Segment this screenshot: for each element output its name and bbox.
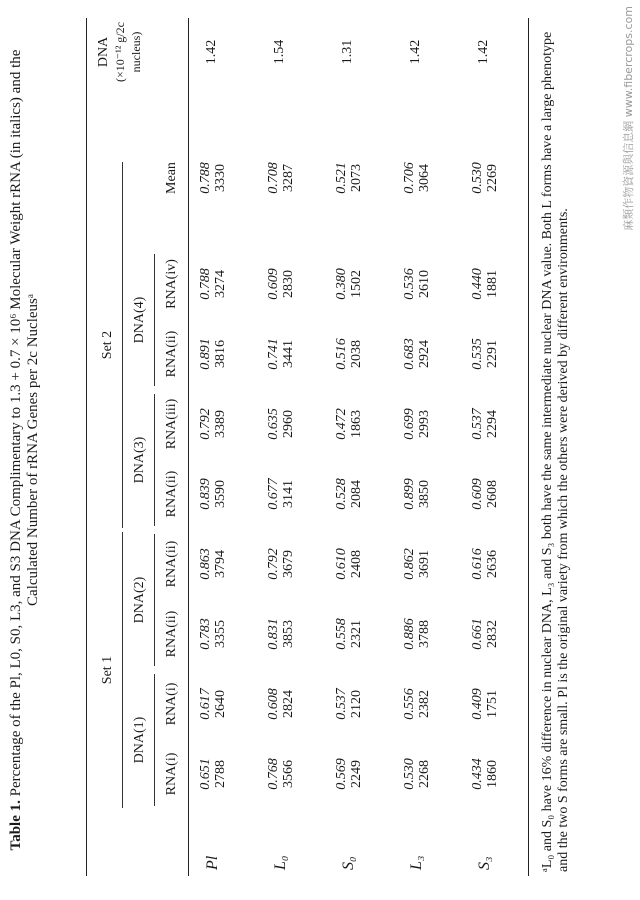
rrna-fraction: 0.409	[470, 688, 485, 720]
caption-label: Table 1.	[8, 800, 24, 851]
table-caption	[8, 40, 42, 860]
col-header-7: RNA(ii)	[164, 330, 179, 378]
row-label-l0: L₀	[272, 855, 289, 870]
table-cell-mean	[334, 146, 364, 210]
table-cell	[470, 462, 500, 526]
rrna-fraction: 0.839	[198, 478, 213, 510]
gene-count: 2408	[349, 550, 364, 578]
table-cell	[470, 392, 500, 456]
table-cell	[334, 462, 364, 526]
gene-count: 2321	[349, 620, 364, 648]
gene-count: 3794	[213, 550, 228, 578]
table-cell	[198, 252, 228, 316]
table-cell-mean	[402, 146, 432, 210]
dna-value: 1.31	[340, 39, 355, 65]
table-cell	[402, 252, 432, 316]
caption-text: Percentage of the Pl, L0, S0, L3, and S3 DNA Complimentary to 1.3 + 0.7 × 10⁶ Molecular Weight rRNA (in italics) and the Calculated Number of rRNA Genes per 2c Nucleusᵃ	[8, 49, 41, 797]
table-cell	[266, 462, 296, 526]
set2-header: Set 2	[100, 330, 115, 360]
rrna-fraction: 0.521	[334, 162, 349, 194]
gene-count: 1863	[349, 410, 364, 438]
col-header-2: RNA(i)	[164, 682, 179, 726]
rrna-fraction: 0.380	[334, 268, 349, 300]
gene-count: 2291	[485, 340, 500, 368]
rrna-fraction: 0.537	[470, 408, 485, 440]
gene-count: 3141	[281, 480, 296, 508]
gene-count: 2608	[485, 480, 500, 508]
table-cell	[334, 532, 364, 596]
rrna-fraction: 0.558	[334, 618, 349, 650]
dna-value: 1.42	[408, 39, 423, 65]
dna-value-header-line3: nucleus)	[129, 31, 143, 73]
rrna-fraction: 0.610	[334, 548, 349, 580]
gene-count: 1881	[485, 270, 500, 298]
table-cell-mean	[470, 146, 500, 210]
table-cell	[198, 322, 228, 386]
table-cell	[334, 742, 364, 806]
row-label-pl: Pl	[204, 855, 221, 870]
dna2-header: DNA(2)	[132, 576, 147, 624]
rrna-fraction: 0.617	[198, 688, 213, 720]
rrna-fraction: 0.472	[334, 408, 349, 440]
table-cell	[198, 392, 228, 456]
rrna-fraction: 0.699	[402, 408, 417, 440]
gene-count: 2924	[417, 340, 432, 368]
set1-rule	[122, 532, 123, 808]
gene-count: 2249	[349, 760, 364, 788]
table-footnote: ᵃL₀ and S₀ have 16% difference in nuclear DNA, L₃ and S₃ both have the same intermediate nuclear DNA value. Both L forms have a large phenotype and the two S forms are small. Pl is the original variety from which the others were derived by different environments.	[540, 31, 571, 872]
gene-count: 1751	[485, 690, 500, 718]
rrna-fraction: 0.440	[470, 268, 485, 300]
gene-count: 2038	[349, 340, 364, 368]
dna3-rule	[154, 394, 155, 526]
gene-count: 2830	[281, 270, 296, 298]
table-cell	[266, 532, 296, 596]
col-header-6: RNA(iii)	[164, 398, 179, 450]
rrna-fraction: 0.862	[402, 548, 417, 580]
rrna-fraction: 0.788	[198, 268, 213, 300]
dna-value: 1.42	[204, 39, 219, 65]
col-header-4: RNA(ii)	[164, 540, 179, 588]
gene-count: 2269	[485, 164, 500, 192]
col-header-8: RNA(iv)	[164, 259, 179, 309]
gene-count: 3853	[281, 620, 296, 648]
rrna-fraction: 0.609	[266, 268, 281, 300]
dna4-header: DNA(4)	[132, 296, 147, 344]
rrna-fraction: 0.768	[266, 758, 281, 790]
table-cell	[198, 672, 228, 736]
table-cell	[402, 602, 432, 666]
table-cell	[334, 322, 364, 386]
rrna-fraction: 0.516	[334, 338, 349, 370]
table-cell	[198, 742, 228, 806]
set2-rule	[122, 162, 123, 528]
gene-count: 2640	[213, 690, 228, 718]
gene-count: 3441	[281, 340, 296, 368]
gene-count: 2382	[417, 690, 432, 718]
rrna-fraction: 0.706	[402, 162, 417, 194]
gene-count: 2636	[485, 550, 500, 578]
rrna-fraction: 0.792	[266, 548, 281, 580]
table-cell	[266, 742, 296, 806]
watermark: 麻類作物資源與信息網 www.fibercrops.com	[622, 6, 635, 231]
gene-count: 3590	[213, 480, 228, 508]
dna3-header: DNA(3)	[132, 436, 147, 484]
gene-count: 3355	[213, 620, 228, 648]
table-cell-mean	[198, 146, 228, 210]
gene-count: 3274	[213, 270, 228, 298]
dna-value-header-line1: DNA	[96, 36, 111, 68]
col-header-1: RNA(i)	[164, 752, 179, 796]
gene-count: 3788	[417, 620, 432, 648]
table-cell	[266, 392, 296, 456]
gene-count: 2832	[485, 620, 500, 648]
table-cell	[266, 252, 296, 316]
dna-value: 1.54	[272, 39, 287, 65]
row-label-s3: S₃	[476, 856, 493, 870]
rrna-fraction: 0.608	[266, 688, 281, 720]
gene-count: 3566	[281, 760, 296, 788]
table-cell	[334, 252, 364, 316]
rrna-fraction: 0.886	[402, 618, 417, 650]
gene-count: 2073	[349, 164, 364, 192]
gene-count: 2993	[417, 410, 432, 438]
table-cell	[470, 742, 500, 806]
row-label-l3: L₃	[408, 855, 425, 870]
col-header-5: RNA(ii)	[164, 470, 179, 518]
dna4-rule	[154, 254, 155, 386]
gene-count: 2610	[417, 270, 432, 298]
table-cell	[334, 602, 364, 666]
gene-count: 3679	[281, 550, 296, 578]
gene-count: 1502	[349, 270, 364, 298]
gene-count: 3287	[281, 164, 296, 192]
dna-value: 1.42	[476, 39, 491, 65]
rrna-fraction: 0.536	[402, 268, 417, 300]
rrna-fraction: 0.741	[266, 338, 281, 370]
table-cell	[266, 322, 296, 386]
rrna-fraction: 0.535	[470, 338, 485, 370]
rrna-fraction: 0.831	[266, 618, 281, 650]
rrna-fraction: 0.569	[334, 758, 349, 790]
rrna-fraction: 0.609	[470, 478, 485, 510]
table-cell	[198, 462, 228, 526]
table-cell	[402, 392, 432, 456]
table-cell	[402, 672, 432, 736]
col-header-3: RNA(ii)	[164, 610, 179, 658]
rrna-fraction: 0.899	[402, 478, 417, 510]
gene-count: 1860	[485, 760, 500, 788]
set1-header: Set 1	[100, 655, 115, 685]
dna1-rule	[154, 674, 155, 806]
gene-count: 2268	[417, 760, 432, 788]
rrna-fraction: 0.635	[266, 408, 281, 440]
rrna-fraction: 0.891	[198, 338, 213, 370]
dna1-header: DNA(1)	[132, 716, 147, 764]
top-rule	[86, 18, 87, 876]
rrna-fraction: 0.863	[198, 548, 213, 580]
dna2-rule	[154, 534, 155, 666]
table-cell	[334, 392, 364, 456]
row-label-s0: S₀	[340, 856, 357, 870]
bottom-rule	[528, 18, 529, 876]
gene-count: 2824	[281, 690, 296, 718]
rrna-fraction: 0.677	[266, 478, 281, 510]
table-cell	[402, 532, 432, 596]
rrna-fraction: 0.434	[470, 758, 485, 790]
rrna-fraction: 0.537	[334, 688, 349, 720]
table-cell	[266, 602, 296, 666]
gene-count: 3064	[417, 164, 432, 192]
rrna-fraction: 0.651	[198, 758, 213, 790]
table-cell	[402, 742, 432, 806]
gene-count: 3389	[213, 410, 228, 438]
header-bottom-rule	[188, 18, 189, 876]
rrna-fraction: 0.530	[470, 162, 485, 194]
rrna-fraction: 0.530	[402, 758, 417, 790]
gene-count: 3691	[417, 550, 432, 578]
table-cell	[402, 462, 432, 526]
table-cell	[198, 532, 228, 596]
col-header-mean: Mean	[164, 162, 179, 194]
rrna-fraction: 0.556	[402, 688, 417, 720]
gene-count: 3330	[213, 164, 228, 192]
table-cell	[470, 322, 500, 386]
table-cell	[334, 672, 364, 736]
gene-count: 2294	[485, 410, 500, 438]
table-cell	[470, 532, 500, 596]
gene-count: 2084	[349, 480, 364, 508]
rrna-fraction: 0.708	[266, 162, 281, 194]
gene-count: 2120	[349, 690, 364, 718]
rrna-fraction: 0.788	[198, 162, 213, 194]
rrna-fraction: 0.792	[198, 408, 213, 440]
gene-count: 2788	[213, 760, 228, 788]
rrna-fraction: 0.616	[470, 548, 485, 580]
table-cell	[266, 672, 296, 736]
gene-count: 3816	[213, 340, 228, 368]
dna-value-header-line2: (×10⁻¹² g/2c	[113, 22, 127, 82]
rrna-fraction: 0.528	[334, 478, 349, 510]
table-cell	[470, 672, 500, 736]
rrna-fraction: 0.783	[198, 618, 213, 650]
table-cell-mean	[266, 146, 296, 210]
table-cell	[470, 252, 500, 316]
gene-count: 3850	[417, 480, 432, 508]
table-cell	[402, 322, 432, 386]
table-cell	[470, 602, 500, 666]
rrna-fraction: 0.683	[402, 338, 417, 370]
rrna-fraction: 0.661	[470, 618, 485, 650]
table-cell	[198, 602, 228, 666]
gene-count: 2960	[281, 410, 296, 438]
